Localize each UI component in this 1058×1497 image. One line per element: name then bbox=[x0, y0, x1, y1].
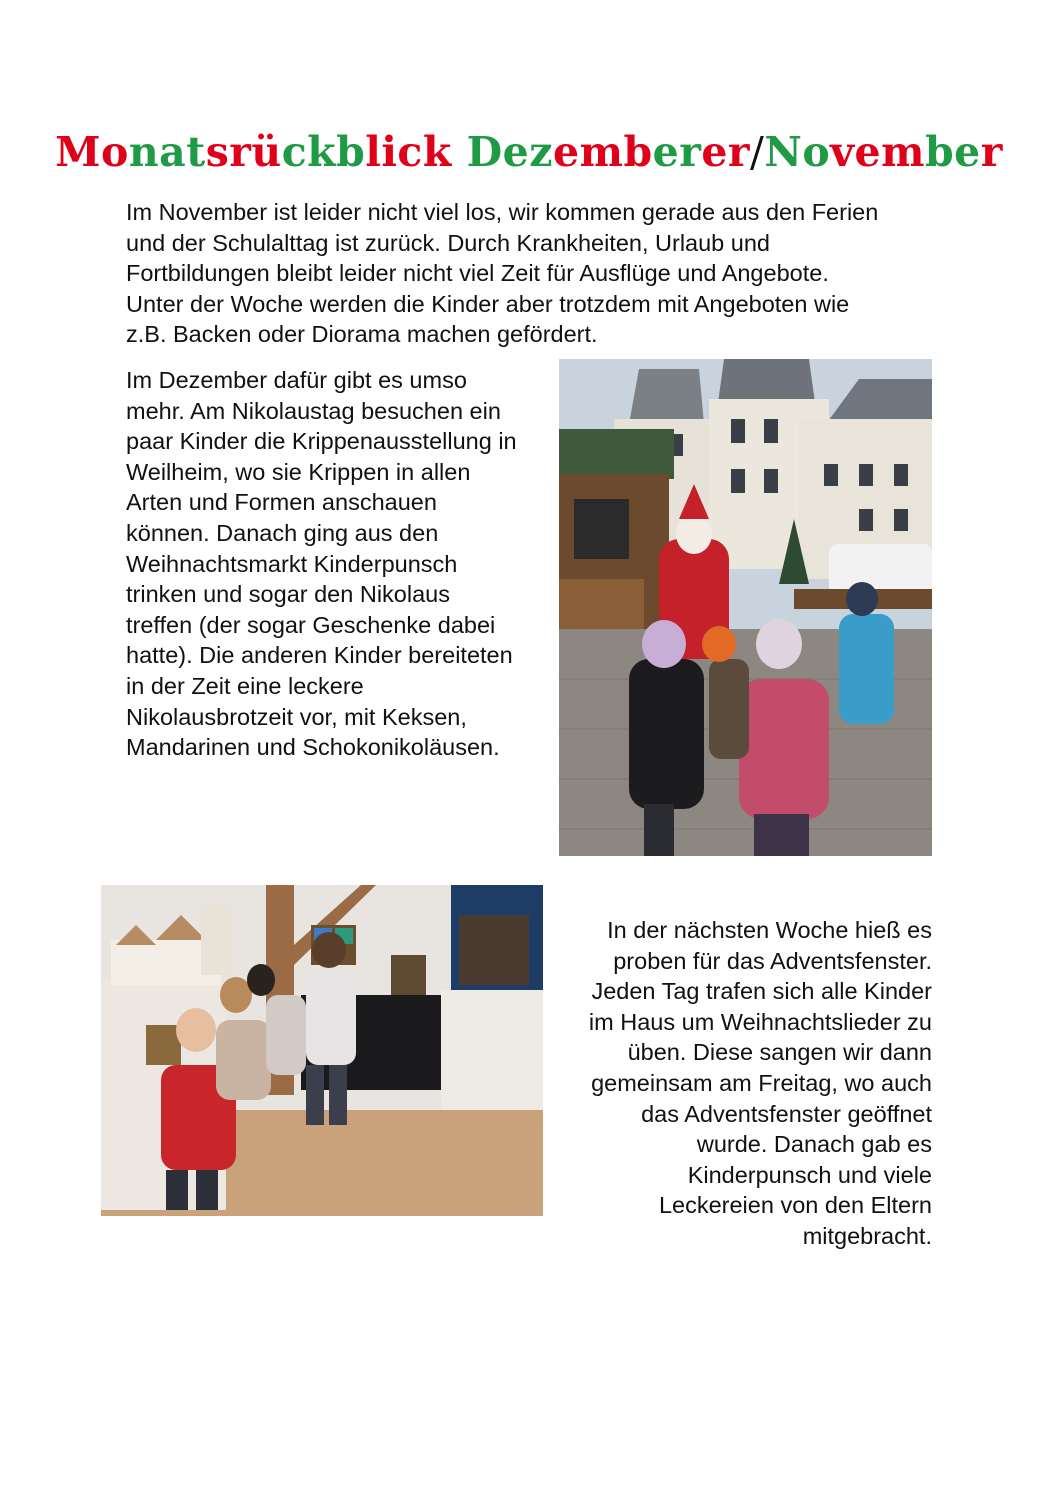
title-segment: No bbox=[764, 128, 831, 176]
title-segment: ckb bbox=[281, 128, 366, 176]
dezember-line: Mandarinen und Schokonikoläusen. bbox=[126, 734, 500, 761]
intro-line: und der Schulalttag ist zurück. Durch Krankheiten, Urlaub und bbox=[126, 229, 770, 256]
title-segment: er bbox=[701, 128, 751, 176]
dezember-line: hatte). Die anderen Kinder bereiteten bbox=[126, 642, 513, 669]
advent-line: üben. Diese sangen wir dann bbox=[627, 1039, 932, 1066]
title-segment: lick bbox=[365, 128, 452, 176]
title-segment: nat bbox=[128, 128, 206, 176]
dezember-line: treffen (der sogar Geschenke dabei bbox=[126, 611, 496, 638]
intro-line: Im November ist leider nicht viel los, wir kommen gerade aus den Ferien bbox=[126, 199, 879, 225]
advent-line: Jeden Tag trafen sich alle Kinder bbox=[591, 978, 932, 1005]
title-segment: vem bbox=[830, 128, 925, 176]
dezember-line: Arten und Formen anschauen bbox=[126, 489, 437, 516]
page-title bbox=[0, 124, 1058, 180]
advent-paragraph bbox=[560, 915, 932, 1252]
advent-line: gemeinsam am Freitag, wo auch bbox=[591, 1069, 932, 1096]
dezember-line: Weilheim, wo sie Krippen in allen bbox=[126, 458, 471, 485]
title-segment: er bbox=[652, 128, 702, 176]
title-segment: emb bbox=[553, 128, 653, 176]
dezember-line: Weihnachtsmarkt Kinderpunsch bbox=[126, 550, 458, 577]
title-segment: / bbox=[750, 128, 765, 176]
nativity-exhibition-photo bbox=[101, 885, 543, 1216]
title-segment: r bbox=[980, 128, 1003, 176]
title-segment: Dez bbox=[466, 128, 553, 176]
dezember-line: Im Dezember dafür gibt es umso bbox=[126, 367, 467, 393]
christmas-market-photo bbox=[559, 359, 932, 856]
advent-line: Kinderpunsch und viele bbox=[687, 1161, 932, 1188]
title-segment bbox=[452, 128, 467, 176]
dezember-line: Nikolausbrotzeit vor, mit Keksen, bbox=[126, 703, 467, 730]
advent-line: wurde. Danach gab es bbox=[696, 1131, 932, 1158]
advent-line: In der nächsten Woche hieß es bbox=[607, 917, 932, 943]
intro-paragraph bbox=[126, 197, 926, 350]
advent-line: das Adventsfenster geöffnet bbox=[641, 1100, 932, 1127]
dezember-line: paar Kinder die Krippenausstellung in bbox=[126, 428, 517, 455]
intro-line: z.B. Backen oder Diorama machen gefördert. bbox=[126, 321, 598, 348]
advent-line: proben für das Adventsfenster. bbox=[613, 947, 932, 974]
intro-line: Fortbildungen bleibt leider nicht viel Zeit für Ausflüge und Angebote. bbox=[126, 260, 829, 287]
dezember-line: trinken und sogar den Nikolaus bbox=[126, 581, 450, 608]
december-paragraph bbox=[126, 365, 556, 763]
title-segment: be bbox=[924, 128, 981, 176]
dezember-line: in der Zeit eine leckere bbox=[126, 672, 364, 699]
dezember-line: können. Danach ging aus den bbox=[126, 519, 439, 546]
intro-line: Unter der Woche werden die Kinder aber trotzdem mit Angeboten wie bbox=[126, 290, 850, 317]
dezember-line: mehr. Am Nikolaustag besuchen ein bbox=[126, 397, 501, 424]
title-segment: srü bbox=[205, 128, 282, 176]
title-segment: Mo bbox=[55, 128, 129, 176]
advent-line: Leckereien von den Eltern bbox=[658, 1192, 932, 1219]
advent-line: mitgebracht. bbox=[802, 1222, 932, 1249]
advent-line: im Haus um Weihnachtslieder zu bbox=[588, 1008, 932, 1035]
